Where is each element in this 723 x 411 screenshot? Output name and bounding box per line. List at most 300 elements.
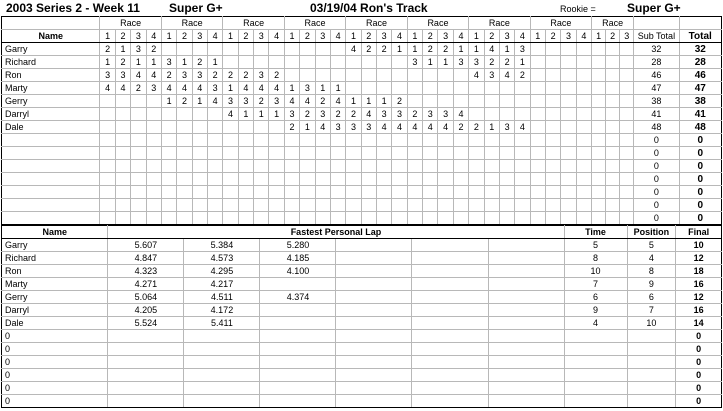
race-result-cell: [131, 95, 146, 108]
race-result-cell: [469, 199, 484, 212]
race-result-cell: [254, 212, 269, 225]
race-result-cell: 1: [284, 82, 299, 95]
table-row: [2, 343, 722, 356]
race-result-cell: [423, 69, 438, 82]
lap-driver-name: 0: [2, 330, 108, 343]
race-result-cell: [161, 108, 176, 121]
final-cell: 0: [676, 382, 722, 395]
race-result-cell: [376, 160, 391, 173]
driver-name: Darryl: [2, 108, 100, 121]
lap-time-empty-cell: [488, 369, 564, 382]
race-result-cell: [453, 186, 468, 199]
table-row: [2, 56, 722, 69]
race-result-cell: [207, 173, 222, 186]
race-result-cell: [223, 173, 238, 186]
lap-time-cell: 4.374: [260, 291, 336, 304]
lap-time-empty-cell: [412, 239, 488, 252]
total-cell: 48: [679, 121, 722, 134]
race-result-cell: 4: [330, 95, 345, 108]
race-result-cell: [469, 95, 484, 108]
race-result-cell: 2: [330, 108, 345, 121]
race-result-cell: [515, 212, 530, 225]
race-result-cell: [115, 108, 130, 121]
race-result-cell: [530, 108, 545, 121]
race-result-cell: [499, 160, 514, 173]
race-result-cell: [207, 108, 222, 121]
race-number-header: 1: [592, 30, 606, 43]
lap-time-empty-cell: [412, 395, 488, 408]
lap-driver-name: 0: [2, 369, 108, 382]
driver-name: Ron: [2, 69, 100, 82]
lap-time-empty-cell: [412, 317, 488, 330]
race-result-cell: [161, 186, 176, 199]
race-result-cell: [620, 160, 634, 173]
lap-time-cell: [260, 395, 336, 408]
race-result-cell: 1: [469, 43, 484, 56]
race-result-cell: [423, 173, 438, 186]
race-result-cell: 3: [254, 69, 269, 82]
race-result-cell: [515, 82, 530, 95]
position-cell: 6: [627, 291, 676, 304]
lap-time-empty-cell: [336, 382, 412, 395]
race-result-cell: [576, 95, 591, 108]
race-result-cell: [330, 199, 345, 212]
race-result-cell: [192, 134, 207, 147]
lap-time-cell: [108, 356, 184, 369]
race-result-cell: [592, 82, 606, 95]
race-result-cell: [545, 56, 560, 69]
lap-time-cell: [108, 395, 184, 408]
race-result-cell: [131, 108, 146, 121]
lap-driver-name: 0: [2, 382, 108, 395]
race-result-cell: [620, 56, 634, 69]
lap-time-cell: 4.100: [260, 265, 336, 278]
race-result-cell: [620, 186, 634, 199]
lap-time-empty-cell: [488, 356, 564, 369]
race-result-cell: [269, 43, 284, 56]
race-result-cell: 1: [207, 56, 222, 69]
race-result-cell: 4: [269, 82, 284, 95]
race-result-cell: [592, 147, 606, 160]
race-result-cell: [346, 56, 361, 69]
race-result-cell: [376, 199, 391, 212]
subtotal-cell: 0: [634, 212, 679, 225]
lap-time-empty-cell: [412, 304, 488, 317]
lap-time-empty-cell: [488, 239, 564, 252]
race-result-cell: [438, 82, 453, 95]
race-result-cell: [330, 173, 345, 186]
final-header: Final: [676, 226, 722, 239]
race-result-cell: [545, 160, 560, 173]
race-number-header: 1: [346, 30, 361, 43]
race-number-header: 1: [100, 30, 115, 43]
race-result-cell: [238, 147, 253, 160]
driver-name: Garry: [2, 43, 100, 56]
race-result-cell: [223, 56, 238, 69]
lap-time-empty-cell: [488, 265, 564, 278]
race-result-cell: [530, 69, 545, 82]
lap-driver-name: Dale: [2, 317, 108, 330]
race-result-cell: [484, 199, 499, 212]
race-result-cell: [453, 134, 468, 147]
lap-time-empty-cell: [336, 343, 412, 356]
race-result-cell: [392, 212, 407, 225]
race-result-cell: [620, 108, 634, 121]
race-result-cell: [284, 160, 299, 173]
race-result-cell: [453, 147, 468, 160]
race-result-cell: 4: [284, 95, 299, 108]
race-result-cell: [561, 82, 576, 95]
race-result-cell: 1: [438, 56, 453, 69]
race-result-cell: [606, 82, 620, 95]
race-result-cell: [392, 69, 407, 82]
race-result-cell: [484, 95, 499, 108]
race-result-cell: [620, 134, 634, 147]
race-result-cell: [346, 134, 361, 147]
race-result-cell: [100, 160, 115, 173]
race-result-cell: 3: [376, 108, 391, 121]
race-result-cell: [530, 95, 545, 108]
race-result-cell: [530, 212, 545, 225]
race-result-cell: [223, 186, 238, 199]
race-result-cell: 2: [361, 43, 376, 56]
lap-time-empty-cell: [412, 382, 488, 395]
race-result-cell: [161, 147, 176, 160]
race-result-cell: [453, 173, 468, 186]
race-result-cell: [100, 108, 115, 121]
race-number-header: 2: [423, 30, 438, 43]
race-result-cell: [499, 108, 514, 121]
race-result-cell: [207, 43, 222, 56]
race-result-cell: [269, 212, 284, 225]
race-result-cell: [269, 121, 284, 134]
race-group-header: Race: [100, 17, 161, 30]
race-result-cell: [254, 147, 269, 160]
table-row: [2, 147, 722, 160]
driver-name: [2, 147, 100, 160]
race-result-cell: [392, 199, 407, 212]
lap-time-cell: [108, 343, 184, 356]
lap-time-empty-cell: [336, 239, 412, 252]
race-result-cell: [223, 160, 238, 173]
table-row: [2, 134, 722, 147]
race-group-header: Race: [346, 17, 407, 30]
race-result-cell: [376, 173, 391, 186]
race-result-cell: [238, 160, 253, 173]
race-result-cell: [346, 173, 361, 186]
race-result-cell: [315, 160, 330, 173]
race-result-cell: [161, 173, 176, 186]
lap-time-cell: [108, 382, 184, 395]
race-result-cell: [207, 212, 222, 225]
race-result-cell: [592, 186, 606, 199]
race-result-cell: [207, 121, 222, 134]
race-result-cell: 1: [115, 43, 130, 56]
race-result-cell: [115, 95, 130, 108]
race-result-cell: [407, 199, 422, 212]
lap-time-empty-cell: [336, 265, 412, 278]
race-result-cell: [315, 56, 330, 69]
race-result-cell: 1: [346, 95, 361, 108]
race-result-cell: [592, 69, 606, 82]
race-result-cell: [407, 186, 422, 199]
race-number-header: 1: [469, 30, 484, 43]
table-row: [2, 95, 722, 108]
race-result-cell: 1: [269, 108, 284, 121]
race-result-cell: [606, 108, 620, 121]
race-result-cell: [284, 199, 299, 212]
race-result-cell: [592, 173, 606, 186]
race-result-cell: [284, 147, 299, 160]
lap-time-empty-cell: [412, 369, 488, 382]
race-result-cell: 1: [254, 108, 269, 121]
race-number-header: 3: [438, 30, 453, 43]
lap-driver-name: Gerry: [2, 291, 108, 304]
race-result-cell: [499, 134, 514, 147]
race-result-cell: [131, 186, 146, 199]
race-result-cell: [438, 95, 453, 108]
lap-time-cell: [260, 278, 336, 291]
race-result-cell: [146, 95, 161, 108]
time-header: Time: [564, 226, 627, 239]
race-result-cell: [376, 69, 391, 82]
final-cell: 18: [676, 265, 722, 278]
race-result-cell: [177, 199, 192, 212]
race-result-cell: [438, 212, 453, 225]
race-result-cell: [315, 134, 330, 147]
subtotal-cell: 46: [634, 69, 679, 82]
race-result-cell: 2: [438, 43, 453, 56]
race-result-cell: [346, 147, 361, 160]
lap-driver-name: Ron: [2, 265, 108, 278]
race-result-cell: [300, 173, 315, 186]
race-result-cell: 2: [499, 56, 514, 69]
lap-time-empty-cell: [488, 278, 564, 291]
lap-time-empty-cell: [488, 330, 564, 343]
race-result-cell: [484, 186, 499, 199]
race-result-cell: [146, 186, 161, 199]
race-result-cell: [392, 186, 407, 199]
race-result-cell: 4: [100, 82, 115, 95]
date-track-label: 03/19/04 Ron's Track: [310, 1, 428, 15]
race-result-cell: [100, 95, 115, 108]
lap-name-header: Name: [2, 226, 108, 239]
race-result-cell: [115, 121, 130, 134]
race-result-cell: [254, 173, 269, 186]
final-cell: 10: [676, 239, 722, 252]
race-result-cell: [361, 82, 376, 95]
race-result-cell: [315, 69, 330, 82]
race-result-cell: 2: [269, 69, 284, 82]
race-result-cell: [515, 147, 530, 160]
race-result-cell: 1: [423, 56, 438, 69]
race-result-cell: [423, 212, 438, 225]
race-result-cell: [161, 160, 176, 173]
race-result-cell: 2: [161, 69, 176, 82]
race-result-cell: [438, 186, 453, 199]
race-result-cell: [361, 147, 376, 160]
race-result-cell: [146, 147, 161, 160]
race-result-cell: [376, 56, 391, 69]
race-result-cell: [192, 212, 207, 225]
race-result-cell: [576, 43, 591, 56]
final-cell: 12: [676, 252, 722, 265]
race-result-cell: [606, 186, 620, 199]
race-result-cell: [223, 121, 238, 134]
race-result-cell: [192, 43, 207, 56]
race-result-cell: 2: [469, 121, 484, 134]
race-result-cell: [376, 186, 391, 199]
race-result-cell: [177, 43, 192, 56]
lap-time-empty-cell: [336, 252, 412, 265]
race-result-cell: [530, 186, 545, 199]
race-result-cell: 3: [469, 56, 484, 69]
table-row: [2, 173, 722, 186]
race-result-cell: [576, 173, 591, 186]
race-result-cell: [361, 186, 376, 199]
final-cell: 12: [676, 291, 722, 304]
race-result-cell: [300, 56, 315, 69]
race-result-cell: [469, 147, 484, 160]
race-result-cell: 3: [361, 121, 376, 134]
position-cell: 7: [627, 304, 676, 317]
race-result-cell: [254, 134, 269, 147]
fastest-lap-header: Fastest Personal Lap: [108, 226, 564, 239]
time-cell: 10: [564, 265, 627, 278]
lap-time-cell: 5.411: [184, 317, 260, 330]
race-result-cell: [407, 82, 422, 95]
race-result-cell: [269, 186, 284, 199]
race-result-cell: [300, 199, 315, 212]
lap-time-empty-cell: [412, 278, 488, 291]
race-result-cell: [606, 69, 620, 82]
lap-time-cell: 4.847: [108, 252, 184, 265]
race-result-cell: [330, 186, 345, 199]
position-header: Position: [627, 226, 676, 239]
table-row: [2, 69, 722, 82]
total-cell: 0: [679, 186, 722, 199]
race-result-cell: 4: [407, 121, 422, 134]
race-result-cell: 3: [330, 121, 345, 134]
race-result-cell: [392, 173, 407, 186]
race-result-cell: [361, 173, 376, 186]
lap-time-cell: 5.384: [184, 239, 260, 252]
race-result-cell: 1: [484, 121, 499, 134]
subtotal-cell: 0: [634, 134, 679, 147]
race-result-cell: [238, 173, 253, 186]
lap-time-cell: 4.172: [184, 304, 260, 317]
race-result-cell: [407, 160, 422, 173]
race-result-cell: 1: [392, 43, 407, 56]
race-result-cell: [100, 147, 115, 160]
lap-time-empty-cell: [488, 395, 564, 408]
time-cell: [564, 343, 627, 356]
race-result-cell: [177, 108, 192, 121]
final-cell: 0: [676, 356, 722, 369]
race-result-cell: [284, 186, 299, 199]
race-result-cell: [515, 95, 530, 108]
subtotal-cell: 47: [634, 82, 679, 95]
position-cell: 9: [627, 278, 676, 291]
race-result-cell: [423, 95, 438, 108]
lap-time-empty-cell: [336, 291, 412, 304]
race-result-cell: [499, 199, 514, 212]
race-result-cell: 2: [300, 108, 315, 121]
race-result-cell: [361, 160, 376, 173]
race-result-cell: [146, 121, 161, 134]
lap-time-empty-cell: [412, 356, 488, 369]
race-result-cell: [238, 43, 253, 56]
table-row: [2, 291, 722, 304]
race-result-cell: [300, 147, 315, 160]
race-result-cell: [376, 212, 391, 225]
race-result-cell: [131, 121, 146, 134]
race-result-cell: [606, 134, 620, 147]
race-result-cell: [469, 134, 484, 147]
subtotal-header-blank: [634, 17, 679, 30]
subtotal-header: Sub Total: [634, 30, 679, 43]
lap-time-cell: [260, 343, 336, 356]
position-cell: [627, 356, 676, 369]
race-result-cell: [315, 147, 330, 160]
race-result-cell: [269, 56, 284, 69]
driver-name: [2, 186, 100, 199]
race-result-cell: [469, 186, 484, 199]
race-result-cell: [192, 160, 207, 173]
race-result-cell: [545, 95, 560, 108]
race-result-cell: [146, 199, 161, 212]
race-result-cell: [131, 134, 146, 147]
race-result-cell: 4: [192, 82, 207, 95]
position-cell: 4: [627, 252, 676, 265]
subtotal-cell: 41: [634, 108, 679, 121]
race-result-cell: [207, 186, 222, 199]
race-number-header: 4: [330, 30, 345, 43]
race-result-cell: 1: [238, 108, 253, 121]
race-result-cell: 1: [100, 56, 115, 69]
race-result-cell: 1: [161, 95, 176, 108]
time-cell: [564, 395, 627, 408]
race-result-cell: [484, 108, 499, 121]
race-result-cell: [561, 95, 576, 108]
race-number-header: 2: [545, 30, 560, 43]
race-number-header: 3: [499, 30, 514, 43]
final-cell: 0: [676, 395, 722, 408]
race-result-cell: 2: [177, 95, 192, 108]
total-cell: 0: [679, 199, 722, 212]
race-result-cell: [361, 134, 376, 147]
race-result-cell: 4: [315, 121, 330, 134]
race-result-cell: [606, 160, 620, 173]
race-result-cell: [223, 147, 238, 160]
race-number-header: 4: [269, 30, 284, 43]
subtotal-cell: 32: [634, 43, 679, 56]
lap-driver-name: Richard: [2, 252, 108, 265]
race-result-cell: 4: [238, 82, 253, 95]
position-cell: [627, 369, 676, 382]
table-row: [2, 395, 722, 408]
time-cell: 9: [564, 304, 627, 317]
race-number-header: 4: [576, 30, 591, 43]
position-cell: 10: [627, 317, 676, 330]
lap-time-empty-cell: [412, 291, 488, 304]
race-result-cell: [620, 95, 634, 108]
race-result-cell: 2: [315, 95, 330, 108]
race-result-cell: [469, 160, 484, 173]
race-number-header: 2: [238, 30, 253, 43]
race-result-cell: 3: [284, 108, 299, 121]
race-result-cell: [392, 82, 407, 95]
